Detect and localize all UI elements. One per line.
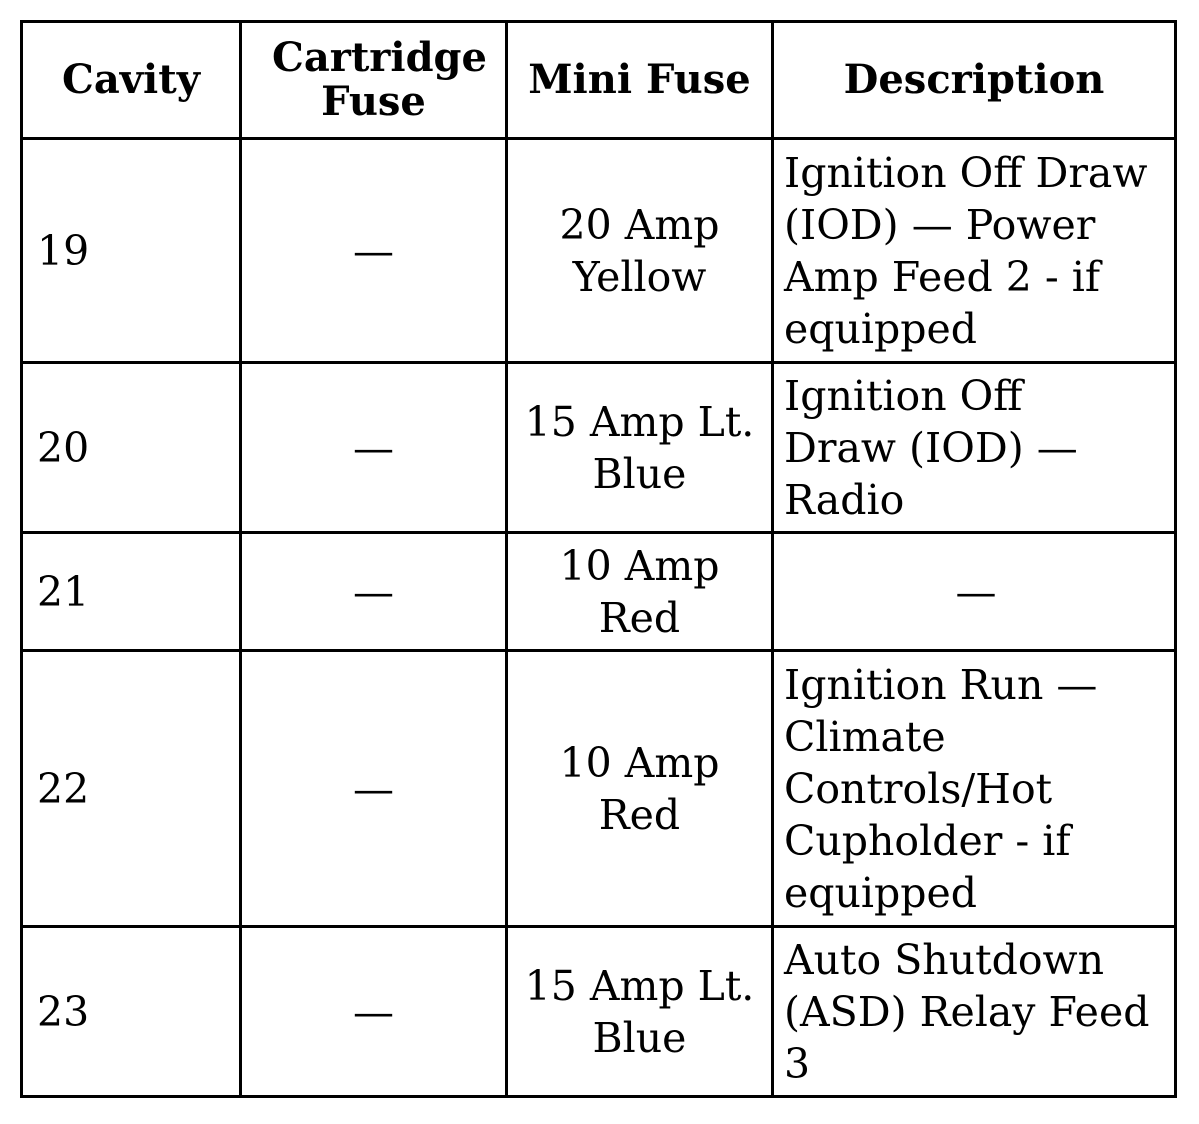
mini-fuse-cell: 10 Amp Red: [507, 533, 773, 651]
description-cell: —: [773, 533, 1176, 651]
description-cell: Ignition Off Draw (IOD) — Power Amp Feed 2 - if equipped: [773, 139, 1176, 363]
cartridge-fuse-cell: —: [241, 927, 507, 1097]
description-cell: Ignition Run — Climate Controls/Hot Cupholder - if equipped: [773, 651, 1176, 927]
mini-fuse-cell: 15 Amp Lt. Blue: [507, 927, 773, 1097]
cavity-cell: 22: [22, 651, 241, 927]
header-row: [22, 22, 1176, 139]
cavity-cell: 20: [22, 363, 241, 533]
description-cell: Ignition Off Draw (IOD) — Radio: [773, 363, 1176, 533]
header-description: Description: [773, 22, 1176, 139]
table-row: [22, 651, 1176, 927]
mini-fuse-cell: 15 Amp Lt. Blue: [507, 363, 773, 533]
cartridge-fuse-cell: —: [241, 533, 507, 651]
fuse-table: [20, 20, 1177, 1098]
mini-fuse-cell: 10 Amp Red: [507, 651, 773, 927]
cartridge-fuse-cell: —: [241, 363, 507, 533]
table-row: [22, 927, 1176, 1097]
header-cartridge-fuse: Cartridge Fuse: [241, 22, 507, 139]
header-cavity: Cavity: [22, 22, 241, 139]
cavity-cell: 19: [22, 139, 241, 363]
cartridge-fuse-cell: —: [241, 139, 507, 363]
table-row: [22, 363, 1176, 533]
cavity-cell: 21: [22, 533, 241, 651]
cartridge-fuse-cell: —: [241, 651, 507, 927]
description-cell: Auto Shutdown (ASD) Relay Feed 3: [773, 927, 1176, 1097]
mini-fuse-cell: 20 Amp Yellow: [507, 139, 773, 363]
table-row: [22, 533, 1176, 651]
table-row: [22, 139, 1176, 363]
cavity-cell: 23: [22, 927, 241, 1097]
header-mini-fuse: Mini Fuse: [507, 22, 773, 139]
